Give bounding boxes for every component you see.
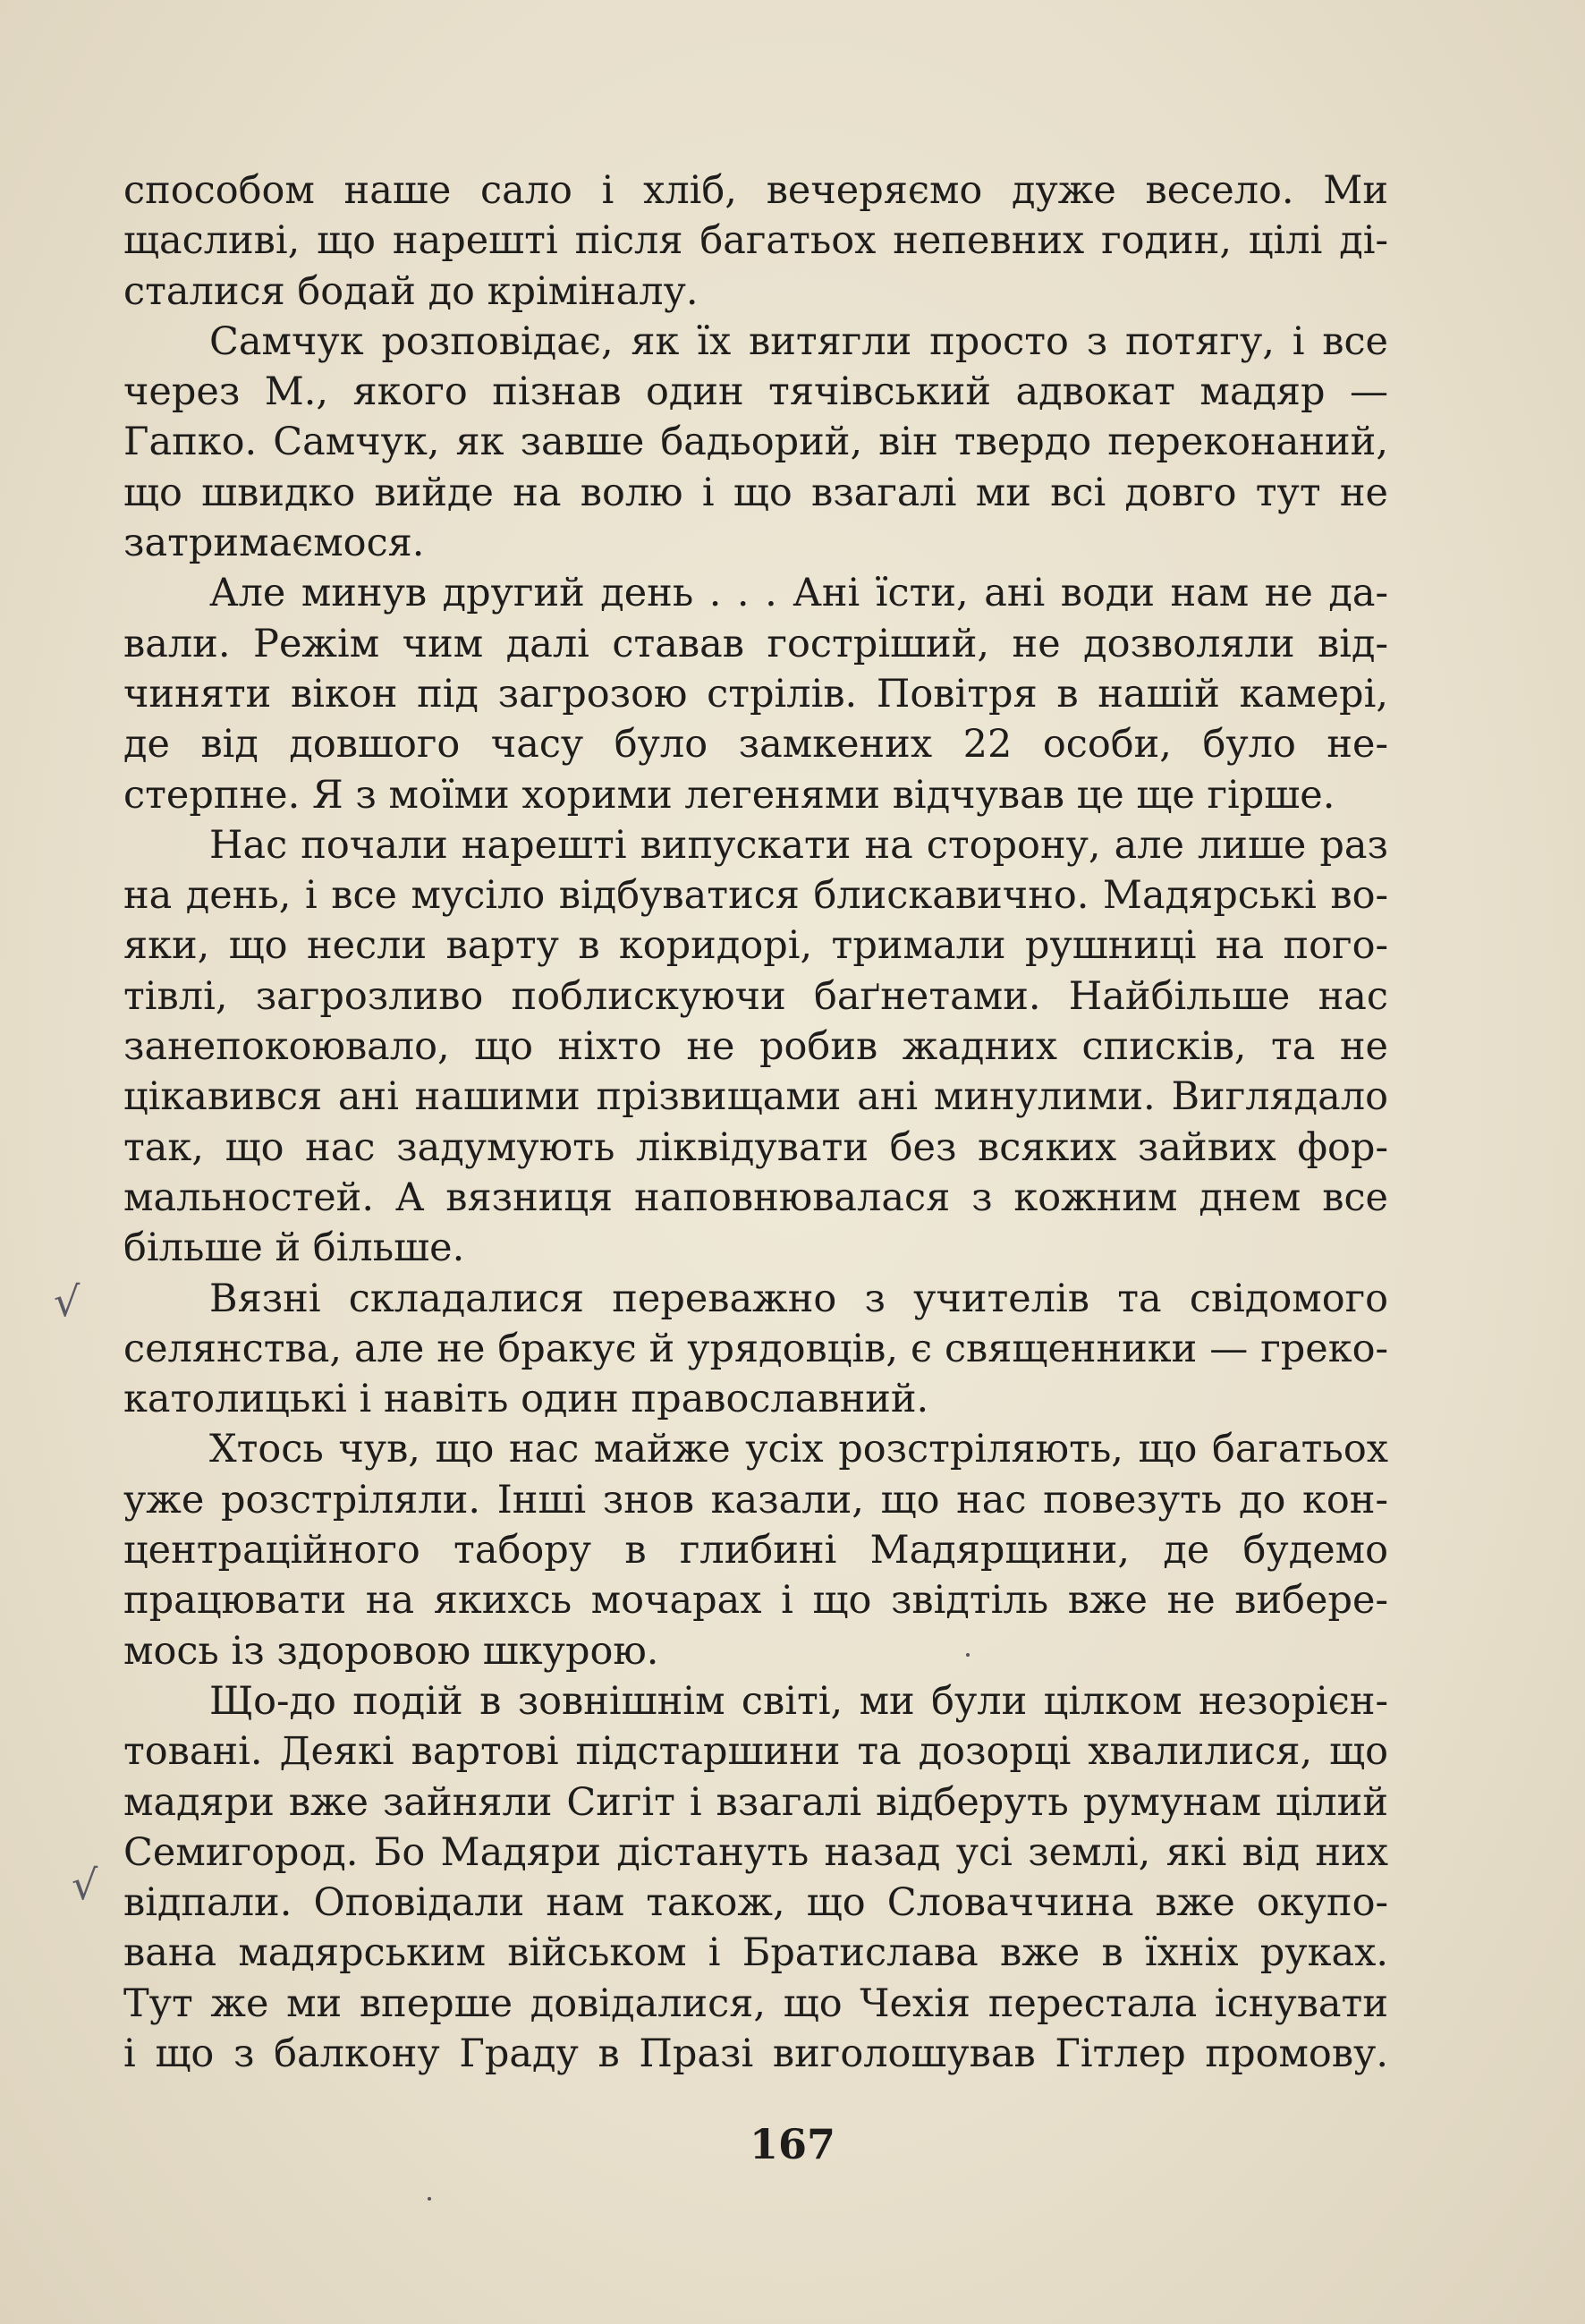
text-line: селянства, але не бракує й урядовців, є священники — греко- <box>123 1326 1388 1371</box>
text-line: сталися бодай до кріміналу. <box>123 268 699 314</box>
text-line: мадяри вже зайняли Сигіт і взагалі відберуть румунам цілий <box>123 1779 1388 1825</box>
text-line: стерпне. Я з моїми хорими легенями відчував це ще гірше. <box>123 772 1335 818</box>
text-line: Хтось чув, що нас майже усіх розстріляють, що багатьох <box>209 1427 1388 1472</box>
paragraph-7 <box>123 1676 1388 2079</box>
paragraph-3 <box>123 568 1388 819</box>
text-line: способом наше сало і хліб, вечеряємо дуже весело. Ми <box>123 168 1388 213</box>
paragraph-5 <box>123 1274 1388 1425</box>
text-line: Семигород. Бо Мадяри дістануть назад усі землі, які від них <box>123 1829 1388 1875</box>
text-line: на день, і все мусіло відбуватися блискавично. Мадярські во- <box>123 873 1388 919</box>
text-line: Але минув другий день . . . Ані їсти, ані води нам не да- <box>209 571 1388 616</box>
text-line: затримаємося. <box>123 521 425 566</box>
paragraph-2 <box>123 317 1388 568</box>
text-line: католицькі і навіть один православний. <box>123 1377 929 1422</box>
text-line: чиняти вікон під загрозою стрілів. Повітря в нашій камері, <box>123 671 1388 717</box>
body-text <box>123 165 1388 2079</box>
text-line: мось із здоровою шкурою. <box>123 1628 659 1674</box>
text-line: занепокоювало, що ніхто не робив жадних списків, та не <box>123 1024 1388 1070</box>
paragraph-4 <box>123 820 1388 1274</box>
text-line: Гапко. Самчук, як завше бадьорий, він твердо переконаний, <box>123 420 1388 465</box>
text-line: центраційного табору в глибині Мадярщини, де будемо <box>123 1528 1388 1573</box>
paragraph-1 <box>123 165 1388 317</box>
text-line: товані. Деякі вартові підстаршини та дозорці хвалилися, що <box>123 1729 1388 1775</box>
text-line: Тут же ми вперше довідалися, що Чехія перестала існувати <box>123 1980 1388 2026</box>
text-line: щасливі, що нарешті після багатьох непевних годин, цілі ді- <box>123 218 1388 264</box>
text-line: Що-до подій в зовнішнім світі, ми були цілком незорієн- <box>209 1678 1388 1724</box>
text-line: що швидко вийде на волю і що взагалі ми всі довго тут не <box>123 470 1388 515</box>
text-line: через М., якого пізнав один тячівський адвокат мадяр — <box>123 369 1388 415</box>
margin-checkmark-icon: √ <box>72 1861 98 1909</box>
text-line: Самчук розповідає, як їх витягли просто з потягу, і все <box>209 318 1388 364</box>
page-number: 167 <box>749 2120 836 2168</box>
text-line: і що з балкону Граду в Празі виголошував Гітлер промову. <box>123 2031 1388 2076</box>
text-line: вали. Режім чим далі ставав гостріший, не дозволяли від- <box>123 621 1388 666</box>
text-line: Вязні складалися переважно з учителів та свідомого <box>209 1276 1388 1321</box>
text-line: де від довшого часу було замкених 22 особи, було не- <box>123 722 1388 768</box>
text-line: так, що нас задумують ліквідувати без всяких зайвих фор- <box>123 1124 1388 1170</box>
text-line: Нас почали нарешті випускати на сторону, але лише раз <box>209 822 1388 868</box>
text-line: уже розстріляли. Інші знов казали, що нас повезуть до кон- <box>123 1477 1388 1522</box>
paragraph-6 <box>123 1424 1388 1675</box>
text-line: працювати на якихсь мочарах і що звідтіль вже не вибере- <box>123 1578 1388 1624</box>
text-line: мальностей. А вязниця наповнювалася з кожним днем все <box>123 1175 1388 1220</box>
paper-speck <box>966 1653 970 1657</box>
text-line: більше й більше. <box>123 1226 465 1271</box>
text-line: тівлі, загрозливо поблискуючи баґнетами. Найбільше нас <box>123 973 1388 1019</box>
margin-checkmark-icon: √ <box>54 1277 81 1326</box>
text-line: відпали. Оповідали нам також, що Словаччина вже окупо- <box>123 1880 1388 1926</box>
text-line: вана мадярським військом і Братислава вже в їхніх руках. <box>123 1930 1388 1976</box>
paper-speck <box>428 2197 431 2201</box>
text-line: яки, що несли варту в коридорі, тримали рушниці на пого- <box>123 923 1388 969</box>
text-line: цікавився ані нашими прізвищами ані минулими. Виглядало <box>123 1074 1388 1120</box>
